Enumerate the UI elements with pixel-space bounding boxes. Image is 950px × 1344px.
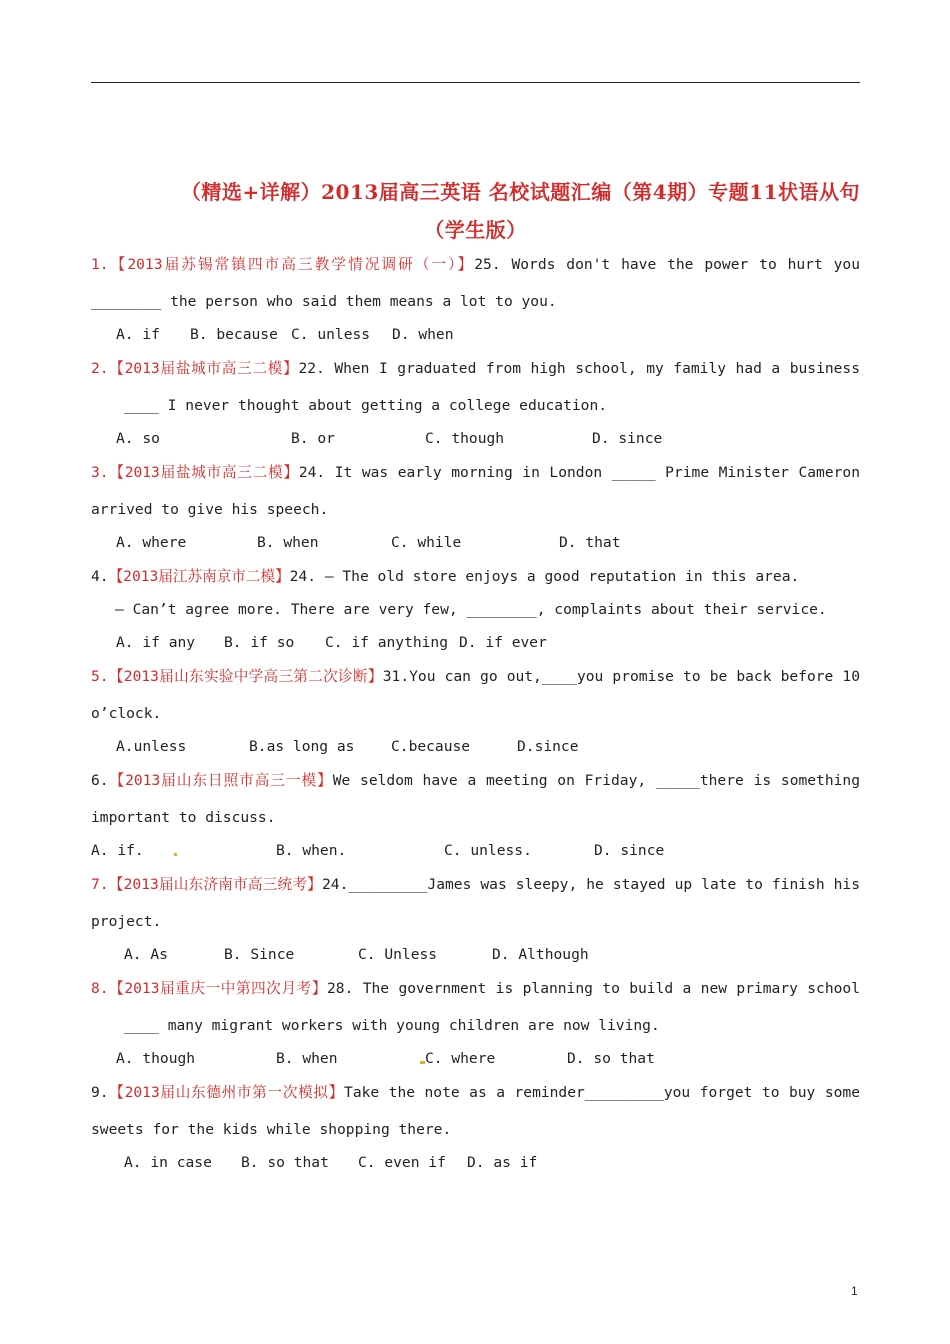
option-d: D. since: [592, 430, 663, 447]
question-number: 4.: [91, 568, 109, 585]
option-a: A. where: [116, 534, 187, 551]
option-a: A. if: [116, 326, 160, 343]
question-text: 24. — The old store enjoys a good reputation in this area.: [289, 568, 800, 585]
option-c: C. though: [425, 430, 505, 447]
question-source: 【2013届重庆一中第四次月考】: [108, 980, 327, 997]
option-b: B. if so: [224, 634, 295, 651]
question-8-options: [0, 1049, 800, 1069]
question-3-line-1: [91, 463, 860, 483]
stray-mark: [174, 853, 177, 856]
question-7-line-2: project.: [91, 913, 162, 930]
question-7-options: [0, 945, 800, 965]
option-c: C. unless: [291, 326, 371, 343]
question-4-line-2: — Can’t agree more. There are very few, ________, complaints about their service.: [115, 601, 827, 618]
question-4-options: [0, 633, 800, 653]
question-number: 2.: [91, 360, 109, 377]
header-rule: [91, 82, 860, 83]
option-d: D.since: [517, 738, 579, 755]
question-number: 7.: [91, 876, 109, 893]
question-3-options: [0, 533, 800, 553]
question-source: 【2013届盐城市高三二模】: [108, 360, 299, 377]
option-d: D. so that: [567, 1050, 655, 1067]
option-b: B. because: [190, 326, 278, 343]
option-d: D. if ever: [459, 634, 547, 651]
question-4-line-1: [91, 567, 860, 587]
question-source: 【2013届江苏南京市二模】: [108, 568, 290, 585]
question-1-options: [0, 325, 800, 345]
document-title: （精选+详解）2013届高三英语 名校试题汇编（第4期）专题11状语从句: [180, 180, 860, 204]
option-d: D. Although: [492, 946, 589, 963]
option-b: B. when: [276, 1050, 338, 1067]
question-5-line-2: o’clock.: [91, 705, 162, 722]
question-number: 8.: [91, 980, 109, 997]
question-9-options: [0, 1153, 800, 1173]
question-9-line-1: [91, 1083, 860, 1103]
document-subtitle: （学生版）: [424, 218, 527, 242]
question-8-line-1: [91, 979, 860, 999]
option-d: D. when: [392, 326, 454, 343]
question-5-options: [0, 737, 800, 757]
question-5-line-1: [91, 667, 860, 687]
option-a: A. though: [116, 1050, 196, 1067]
question-2-options: [0, 429, 800, 449]
question-text: 25. Words don't have the power to hurt you: [474, 256, 860, 273]
question-3-line-2: arrived to give his speech.: [91, 501, 329, 518]
question-6-options: [0, 841, 800, 861]
question-number: 3.: [91, 464, 109, 481]
option-b: B. Since: [224, 946, 295, 963]
option-a: A. so: [116, 430, 160, 447]
option-a: A. As: [124, 946, 168, 963]
option-a: A. if.: [91, 842, 144, 859]
question-source: 【2013届盐城市高三二模】: [108, 464, 299, 481]
page-number: 1: [851, 1284, 858, 1298]
option-b: B. when.: [276, 842, 347, 859]
option-c: C. while: [391, 534, 462, 551]
question-8-line-2: ____ many migrant workers with young children are now living.: [115, 1017, 660, 1034]
option-d: D. since: [594, 842, 665, 859]
question-7-line-1: [91, 875, 860, 895]
option-c: C. where: [425, 1050, 496, 1067]
question-source: 【2013届山东日照市高三一模】: [108, 772, 333, 789]
question-number: 1.: [91, 256, 109, 273]
option-c: C. even if: [358, 1154, 446, 1171]
question-1-line-1: [91, 255, 860, 275]
stray-mark: [420, 1061, 425, 1064]
option-d: D. as if: [467, 1154, 538, 1171]
question-2-line-1: [91, 359, 860, 379]
question-6-line-1: [91, 771, 860, 791]
question-text: 28. The government is planning to build a new primary school: [327, 980, 860, 997]
question-text: 24. It was early morning in London _____ Prime Minister Cameron: [298, 464, 860, 481]
question-text: 22. When I graduated from high school, my family had a business: [298, 360, 861, 377]
option-c: C. unless.: [444, 842, 532, 859]
option-a: A.unless: [116, 738, 187, 755]
question-9-line-2: sweets for the kids while shopping there.: [91, 1121, 452, 1138]
question-source: 【2013届山东实验中学高三第二次诊断】: [108, 668, 383, 685]
question-text: Take the note as a reminder_________you forget to buy some: [344, 1084, 860, 1101]
question-source: 【2013届苏锡常镇四市高三教学情况调研（一）】: [108, 256, 475, 273]
question-text: 31.You can go out,____you promise to be back before 10: [382, 668, 860, 685]
option-b: B.as long as: [249, 738, 355, 755]
question-number: 6.: [91, 772, 109, 789]
question-source: 【2013届山东济南市高三统考】: [108, 876, 322, 893]
question-source: 【2013届山东德州市第一次模拟】: [108, 1084, 345, 1101]
question-text: 24._________James was sleepy, he stayed up late to finish his: [322, 876, 860, 893]
question-text: We seldom have a meeting on Friday, _____there is something: [332, 772, 860, 789]
question-number: 5.: [91, 668, 109, 685]
option-a: A. in case: [124, 1154, 212, 1171]
option-c: C. if anything: [325, 634, 449, 651]
option-b: B. when: [257, 534, 319, 551]
option-c: C.because: [391, 738, 471, 755]
option-b: B. or: [291, 430, 335, 447]
question-2-line-2: ____ I never thought about getting a college education.: [115, 397, 608, 414]
option-b: B. so that: [241, 1154, 329, 1171]
question-number: 9.: [91, 1084, 109, 1101]
option-d: D. that: [559, 534, 621, 551]
option-c: C. Unless: [358, 946, 438, 963]
question-6-line-2: important to discuss.: [91, 809, 276, 826]
question-1-line-2: ________ the person who said them means a lot to you.: [91, 293, 557, 310]
option-a: A. if any: [116, 634, 196, 651]
